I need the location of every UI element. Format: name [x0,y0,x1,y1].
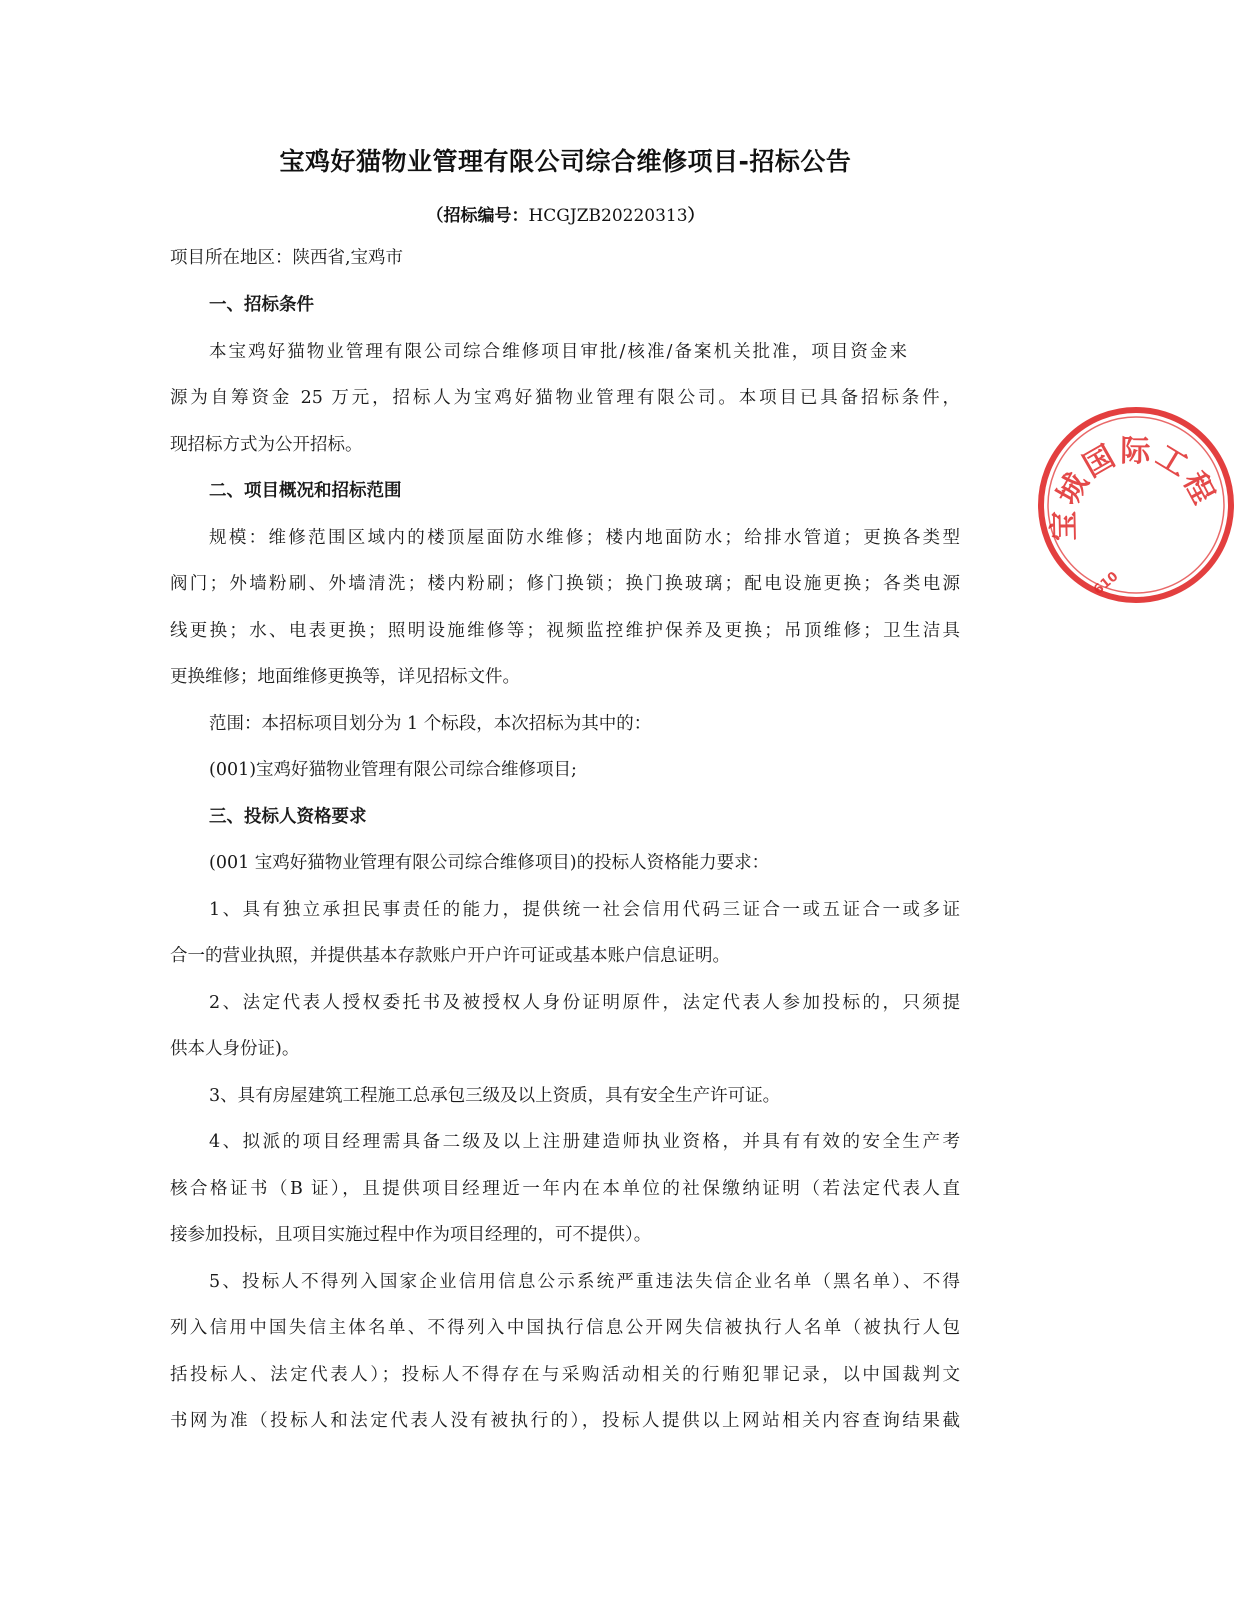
paragraph-line: 源为自筹资金 25 万元，招标人为宝鸡好猫物业管理有限公司。本项目已具备招标条件， [170,388,960,408]
svg-text:宝城国际工程 [1047,434,1223,541]
paragraph-line: 阀门；外墙粉刷、外墙清洗；楼内粉刷；修门换锁；换门换玻璃；配电设施更换；各类电源 [170,574,960,594]
paragraph-line: 线更换；水、电表更换；照明设施维修等；视频监控维护保养及更换；吊顶维修；卫生洁具 [170,621,960,641]
requirements-intro: (001 宝鸡好猫物业管理有限公司综合维修项目)的投标人资格能力要求： [209,853,770,873]
requirement-line: 接参加投标，且项目实施过程中作为项目经理的，可不提供）。 [170,1225,652,1245]
requirement-line: 1、具有独立承担民事责任的能力，提供统一社会信用代码三证合一或五证合一或多证 [209,900,960,920]
requirement-line: 核合格证书（B 证），且提供项目经理近一年内在本单位的社保缴纳证明（若法定代表人直 [170,1179,960,1199]
requirement-line: 列入信用中国失信主体名单、不得列入中国执行信息公开网失信被执行人名单（被执行人包 [170,1318,960,1338]
requirement-line: 5、投标人不得列入国家企业信用信息公示系统严重违法失信企业名单（黑名单）、不得 [209,1272,960,1292]
seal-digits: 610 [1090,569,1122,599]
company-seal-stamp [1036,405,1236,605]
requirement-line: 书网为准（投标人和法定代表人没有被执行的），投标人提供以上网站相关内容查询结果截 [170,1411,960,1431]
requirement-line: 2、法定代表人授权委托书及被授权人身份证明原件，法定代表人参加投标的，只须提 [209,993,960,1013]
requirement-line: 括投标人、法定代表人）；投标人不得存在与采购活动相关的行贿犯罪记录，以中国裁判文 [170,1365,960,1385]
paragraph-line: 现招标方式为公开招标。 [170,435,363,455]
bid-number-value: HCGJZB20220313 [528,206,688,226]
bid-number-label: （招标编号： [426,206,529,226]
section3-heading: 三、投标人资格要求 [209,807,367,827]
requirement-line: 4、拟派的项目经理需具备二级及以上注册建造师执业资格，并具有有效的安全生产考 [209,1132,960,1152]
project-location: 项目所在地区：陕西省,宝鸡市 [170,248,404,268]
paragraph-line: 规模：维修范围区域内的楼顶屋面防水维修；楼内地面防水；给排水管道；更换各类型 [209,528,960,548]
scope-line: 范围：本招标项目划分为 1 个标段，本次招标为其中的： [209,714,652,734]
requirement-line: 合一的营业执照，并提供基本存款账户开户许可证或基本账户信息证明。 [170,946,730,966]
requirement-line: 3、具有房屋建筑工程施工总承包三级及以上资质，具有安全生产许可证。 [209,1086,781,1106]
section2-heading: 二、项目概况和招标范围 [209,481,402,501]
page-title: 宝鸡好猫物业管理有限公司综合维修项目-招标公告 [279,147,852,176]
lot-line: (001)宝鸡好猫物业管理有限公司综合维修项目; [209,760,577,780]
paragraph-line: 更换维修；地面维修更换等，详见招标文件。 [170,667,520,687]
bid-number-close: ） [687,206,705,226]
section1-heading: 一、招标条件 [209,295,314,315]
bid-number [0,201,1131,226]
paragraph-line: 本宝鸡好猫物业管理有限公司综合维修项目审批/核准/备案机关批准，项目资金来 [209,342,907,362]
requirement-line: 供本人身份证)。 [170,1039,300,1059]
seal-text: 宝城国际工程 [1046,433,1223,542]
